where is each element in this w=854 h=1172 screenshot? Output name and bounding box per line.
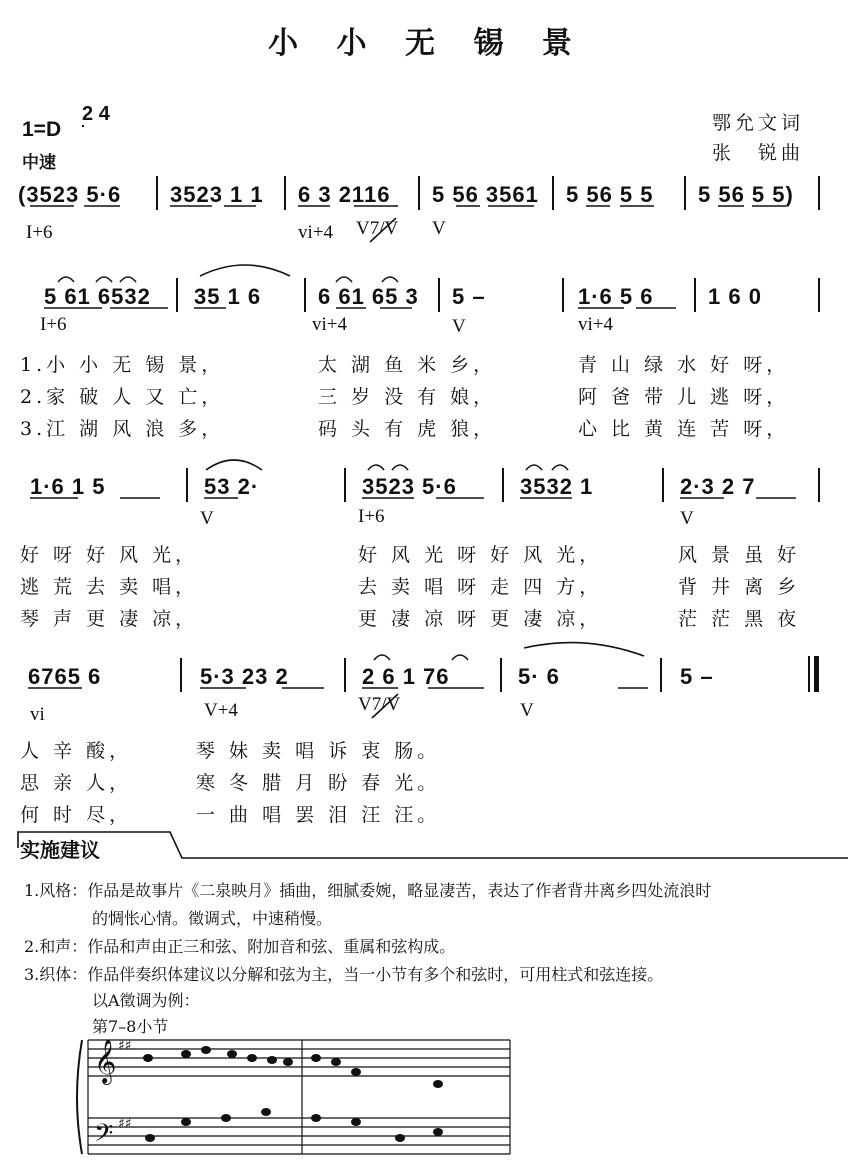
example-measure-label: 第7–8小节 — [92, 1017, 169, 1036]
lyric-line: 心 比 黄 连 苦 呀， — [578, 418, 790, 440]
measure: 3523 5·6 — [362, 474, 457, 499]
measure: 3532 1 — [520, 474, 594, 499]
lyric-line: 琴 妹 卖 唱 诉 衷 肠。 — [196, 740, 441, 762]
lyric-line: 思 亲 人， — [20, 772, 133, 794]
lyric-line: 琴 声 更 凄 凉， — [20, 608, 199, 630]
lyric-line: 更 凄 凉 呀 更 凄 凉， — [358, 608, 603, 630]
suggestion-line: 2.和声：作品和声由正三和弦、附加音和弦、重属和弦构成。 — [24, 937, 456, 956]
lyric-line: 去 卖 唱 呀 走 四 方， — [358, 576, 603, 598]
lyric-line: 逃 荒 去 卖 唱， — [20, 576, 199, 598]
lyric-line: 3.江 湖 风 浪 多， — [20, 418, 225, 440]
measure: 2 6 1 76 — [362, 664, 450, 689]
lyric-line: 2.家 破 人 又 亡， — [20, 386, 225, 408]
chord-symbol: V — [520, 700, 534, 721]
lyric-line: 风 景 虽 好 — [678, 544, 801, 566]
chord-symbol: V — [200, 508, 214, 529]
meter-bottom: 4 — [98, 103, 110, 125]
lyric-line: 背 井 离 乡 — [678, 576, 801, 598]
svg-text:♯♯: ♯♯ — [118, 1116, 132, 1132]
lyric-line: 三 岁 没 有 娘， — [318, 386, 497, 408]
meter-top: 2 — [82, 103, 94, 125]
measure: (3523 5·6 — [18, 182, 122, 207]
chord-symbol: I+6 — [40, 314, 67, 335]
lyric-line: 好 呀 好 风 光， — [20, 544, 199, 566]
measure: 5 – — [680, 664, 714, 689]
measure: 5 56 3561 — [432, 182, 539, 207]
suggestion-line: 以A徵调为例： — [92, 991, 200, 1010]
lyric-line: 好 风 光 呀 好 风 光， — [358, 544, 603, 566]
lyric-line: 青 山 绿 水 好 呀， — [578, 354, 790, 376]
svg-text:𝄞: 𝄞 — [94, 1039, 117, 1083]
chord-symbol: V7/V — [356, 218, 399, 239]
measure: 5· 6 — [518, 664, 560, 689]
measure: 1·6 1 5 — [30, 474, 106, 499]
lyric-line: 太 湖 鱼 米 乡， — [318, 354, 497, 376]
lyric-line: 码 头 有 虎 狼， — [318, 418, 497, 440]
lyric-line: 1.小 小 无 锡 景， — [20, 354, 225, 376]
measure: 3523 1 1 — [170, 182, 264, 207]
lyric-line: 阿 爸 带 儿 逃 呀， — [578, 386, 790, 408]
chord-symbol: V — [432, 218, 446, 239]
chord-symbol: V7/V — [358, 694, 401, 715]
composer-credit: 张 锐曲 — [712, 142, 805, 164]
suggestion-line: 3.织体：作品伴奏织体建议以分解和弦为主，当一小节有多个和弦时，可用柱式和弦连接。 — [24, 965, 664, 984]
svg-text:𝄢: 𝄢 — [94, 1119, 114, 1154]
chord-symbol: V+4 — [204, 700, 238, 721]
suggestion-line: 1.风格：作品是故事片《二泉映月》插曲，细腻委婉，略显凄苦，表达了作者背井离乡四处流浪时 — [24, 881, 712, 900]
suggestions-heading: 实施建议 — [20, 838, 100, 862]
lyric-line: 何 时 尽， — [20, 804, 133, 826]
measure: 6765 6 — [28, 664, 102, 689]
lyric-line: 人 辛 酸， — [20, 740, 133, 762]
measure: 35 1 6 — [194, 284, 262, 309]
chord-symbol: vi — [30, 704, 45, 725]
key-signature: 1=D — [22, 118, 62, 141]
chord-symbol: vi+4 — [298, 222, 333, 243]
measure: 5 56 5 5 — [566, 182, 654, 207]
measure: 53 2· — [204, 474, 260, 499]
lyric-line: 茫 茫 黑 夜 — [678, 608, 801, 630]
lyric-line: 寒 冬 腊 月 盼 春 光。 — [196, 772, 441, 794]
tempo-mark: 中速 — [22, 153, 56, 173]
suggestion-line: 的惆怅心情。徵调式，中速稍慢。 — [92, 909, 333, 928]
measure: 5·3 23 2 — [200, 664, 289, 689]
measure: 5 56 5 5) — [698, 182, 794, 207]
measure: 5 – — [452, 284, 486, 309]
chord-symbol: vi+4 — [578, 314, 613, 335]
chord-symbol: I+6 — [358, 506, 385, 527]
measure: 2·3 2 7 — [680, 474, 756, 499]
svg-text:♯♯: ♯♯ — [118, 1038, 132, 1054]
measure: 5 61 6532 — [44, 284, 151, 309]
lyric-line: 一 曲 唱 罢 泪 汪 汪。 — [196, 804, 441, 826]
measure: 1 6 0 — [708, 284, 762, 309]
song-title: 小 小 无 锡 景 — [268, 26, 586, 61]
chord-symbol: I+6 — [26, 222, 53, 243]
measure: 1·6 5 6 — [578, 284, 654, 309]
lyricist-credit: 鄂允文词 — [712, 112, 805, 134]
chord-symbol: vi+4 — [312, 314, 347, 335]
measure: 6 61 65 3 — [318, 284, 419, 309]
chord-symbol: V — [452, 316, 466, 337]
chord-symbol: V — [680, 508, 694, 529]
measure: 6 3 2116 — [298, 182, 391, 207]
